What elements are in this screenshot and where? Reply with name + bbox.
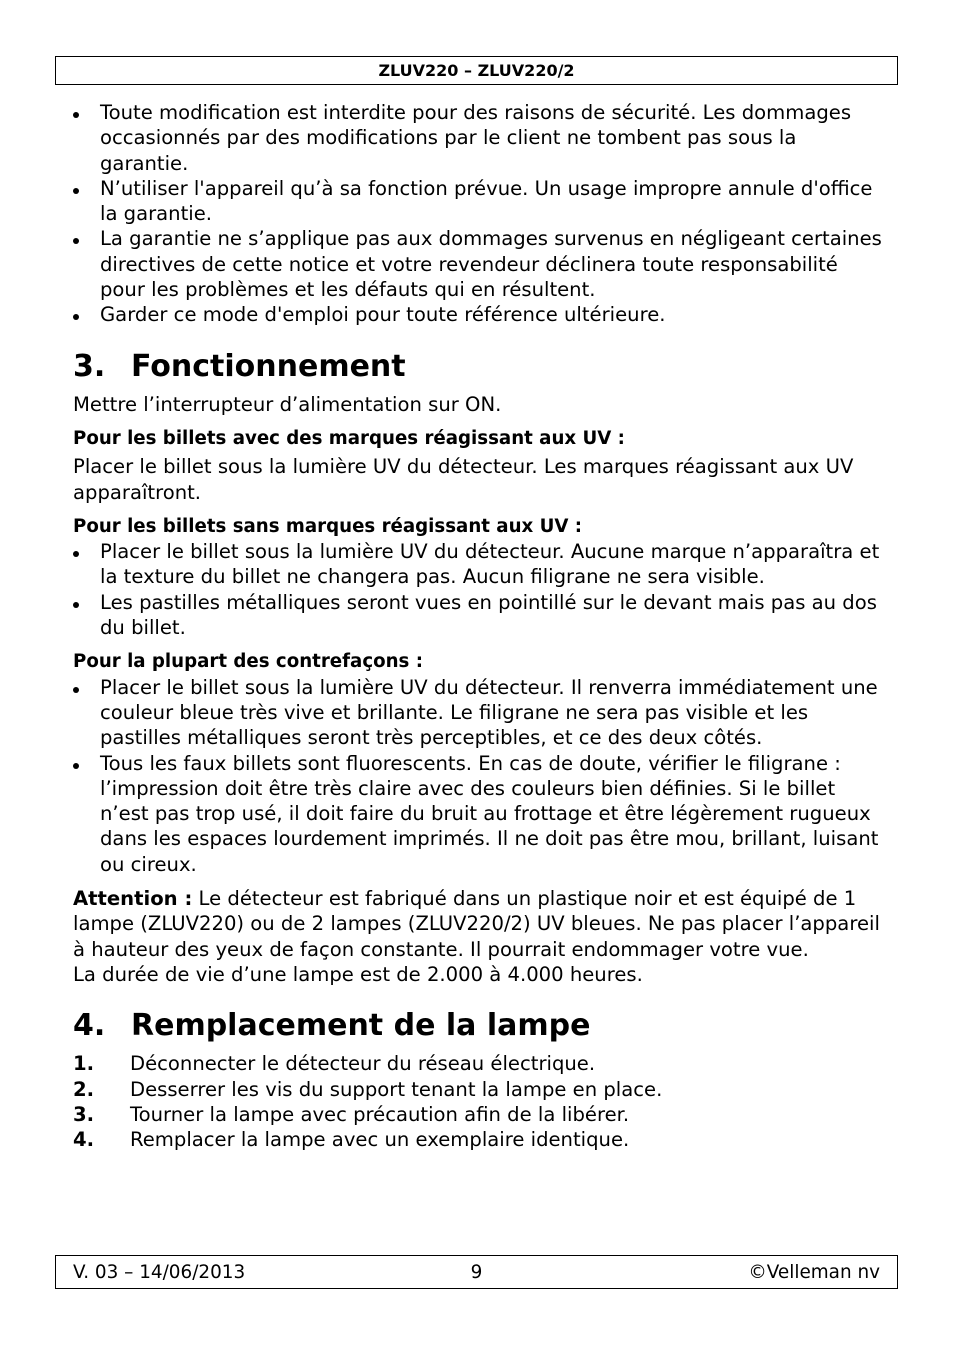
step-text: Desserrer les vis du support tenant la lampe en place. xyxy=(130,1077,663,1101)
paragraph-uv-marks: Placer le billet sous la lumière UV du détecteur. Les marques réagissant aux UV apparaîtront. xyxy=(73,455,854,504)
footer-version: V. 03 – 14/06/2013 xyxy=(73,1262,246,1283)
list-item xyxy=(73,1102,883,1127)
section-3-heading xyxy=(73,348,883,386)
attention-text: Le détecteur est fabriqué dans un plastique noir et est équipé de 1 lampe (ZLUV220) ou de 2 lampes (ZLUV220/2) UV bleues. Ne pas placer l’appareil à hauteur des yeux de façon constante. Il pourrait endommager votre vue. xyxy=(73,887,880,961)
list-item: Garder ce mode d'emploi pour toute référence ultérieure. xyxy=(73,302,883,327)
section-3-intro: Mettre l’interrupteur d’alimentation sur ON. xyxy=(73,392,502,416)
safety-bullet-list xyxy=(73,100,883,328)
list-item xyxy=(73,1127,883,1152)
list-item: Toute modification est interdite pour des raisons de sécurité. Les dommages occasionnés par des modifications par le client ne tombent pas sous la garantie. xyxy=(73,100,883,176)
lamp-replacement-steps xyxy=(73,1051,883,1152)
page-header xyxy=(55,56,898,85)
footer-page-number: 9 xyxy=(470,1262,483,1283)
header-title: ZLUV220 – ZLUV220/2 xyxy=(378,61,575,80)
section-number: 3. xyxy=(73,348,106,384)
step-text: Déconnecter le détecteur du réseau électrique. xyxy=(130,1052,596,1076)
section-number: 4. xyxy=(73,1008,106,1044)
list-item xyxy=(73,1051,883,1076)
list-item: Tous les faux billets sont fluorescents. En cas de doute, vérifier le filigrane : l’impression doit être très claire avec des couleurs bien définies. Si le billet n’est pas trop usé, il doit faire du bruit au frottage et être légèrement rugueux dans les espaces lourdement imprimés. Il ne doit pas être mou, brillant, luisant ou cireux. xyxy=(73,751,883,877)
subheading-counterfeits: Pour la plupart des contrefaçons : xyxy=(73,651,423,673)
step-number: 2. xyxy=(73,1077,95,1101)
counterfeits-list xyxy=(73,675,883,877)
page-content xyxy=(73,100,883,1152)
step-text: Tourner la lampe avec précaution afin de la libérer. xyxy=(130,1102,630,1126)
section-title: Remplacement de la lampe xyxy=(131,1008,591,1044)
step-text: Remplacer la lampe avec un exemplaire identique. xyxy=(130,1128,630,1152)
no-uv-marks-list xyxy=(73,539,883,640)
step-number: 3. xyxy=(73,1102,95,1126)
subheading-uv-marks: Pour les billets avec des marques réagissant aux UV : xyxy=(73,427,625,449)
attention-paragraph xyxy=(73,886,883,962)
step-number: 4. xyxy=(73,1128,95,1152)
section-4-heading xyxy=(73,1007,883,1045)
attention-label: Attention : xyxy=(73,887,193,911)
step-number: 1. xyxy=(73,1052,95,1076)
list-item: Les pastilles métalliques seront vues en pointillé sur le devant mais pas au dos du billet. xyxy=(73,590,883,641)
list-item: La garantie ne s’applique pas aux dommages survenus en négligeant certaines directives de cette notice et votre revendeur déclinera toute responsabilité pour les problèmes et les défauts qui en résultent. xyxy=(73,226,883,302)
page-footer xyxy=(55,1255,898,1289)
list-item xyxy=(73,1077,883,1102)
list-item: N’utiliser l'appareil qu’à sa fonction prévue. Un usage impropre annule d'office la garantie. xyxy=(73,176,883,227)
footer-copyright: ©Velleman nv xyxy=(748,1262,880,1283)
subheading-no-uv-marks: Pour les billets sans marques réagissant aux UV : xyxy=(73,515,583,537)
lamp-lifetime: La durée de vie d’une lampe est de 2.000 à 4.000 heures. xyxy=(73,962,643,986)
section-title: Fonctionnement xyxy=(131,348,406,384)
list-item: Placer le billet sous la lumière UV du détecteur. Aucune marque n’apparaîtra et la texture du billet ne changera pas. Aucun filigrane ne sera visible. xyxy=(73,539,883,590)
list-item: Placer le billet sous la lumière UV du détecteur. Il renverra immédiatement une couleur bleue très vive et brillante. Le filigrane ne sera pas visible et les pastilles métalliques seront très perceptibles, et ce des deux côtés. xyxy=(73,675,883,751)
